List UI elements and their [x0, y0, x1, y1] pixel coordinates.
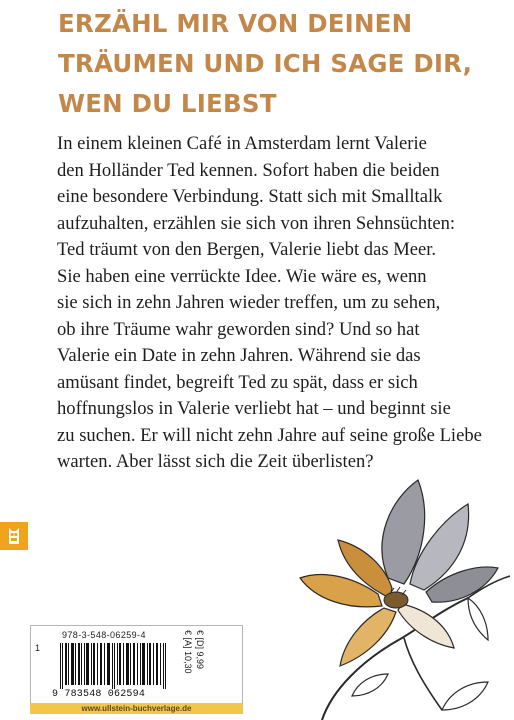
blurb-line: Valerie ein Date in zehn Jahren. Während sie das [57, 345, 421, 366]
blurb-line: eine besondere Verbindung. Statt sich mit Smalltalk [57, 186, 443, 207]
blurb-line: Sie haben eine verrückte Idee. Wie wäre es, wenn [57, 265, 427, 287]
isbn-number: 978-3-548-06259-4 [62, 630, 146, 640]
headline-line: WEN DU LIEBST [58, 89, 277, 118]
magnolia-branch-illustration [292, 460, 514, 720]
barcode-addon-digit: 1 [35, 643, 41, 653]
blurb-line: hoffnungslos in Valerie verliebt hat – und beginnt sie [57, 398, 451, 419]
price-austria: € [A] 10,30 [183, 630, 193, 674]
headline-line: ERZÄHL MIR VON DEINEN [58, 9, 413, 38]
back-cover-headline [58, 4, 499, 124]
blurb-line: aufzuhalten, erzählen sie sich von ihren Sehnsüchten: [57, 212, 456, 234]
blurb-line: zu suchen. Er will nicht zehn Jahre auf seine große Liebe [57, 424, 482, 446]
blurb-line: amüsant findet, begreift Ted zu spät, dass er sich [57, 371, 418, 393]
blurb-line: ob ihre Träume wahr geworden sind? Und so hat [57, 318, 420, 340]
publisher-logo-badge [0, 522, 28, 550]
publisher-url: www.ullstein-buchverlage.de [30, 703, 243, 714]
barcode-digits: 9 783548 062594 [52, 689, 146, 700]
owl-icon [0, 522, 28, 550]
blurb-line: warten. Aber lässt sich die Zeit überlisten? [57, 451, 374, 472]
blurb-line: sie sich in zehn Jahren wieder treffen, um zu sehen, [57, 292, 441, 313]
headline-line: TRÄUMEN UND ICH SAGE DIR, [58, 49, 473, 78]
book-blurb [57, 131, 497, 476]
ean-barcode [60, 643, 172, 689]
blurb-line: Ted träumt von den Bergen, Valerie liebt das Meer. [57, 239, 437, 260]
price-germany: € [D] 9,99 [195, 630, 205, 670]
blurb-line: den Holländer Ted kennen. Sofort haben die beiden [57, 159, 440, 181]
blurb-line: In einem kleinen Café in Amsterdam lernt Valerie [57, 133, 427, 154]
